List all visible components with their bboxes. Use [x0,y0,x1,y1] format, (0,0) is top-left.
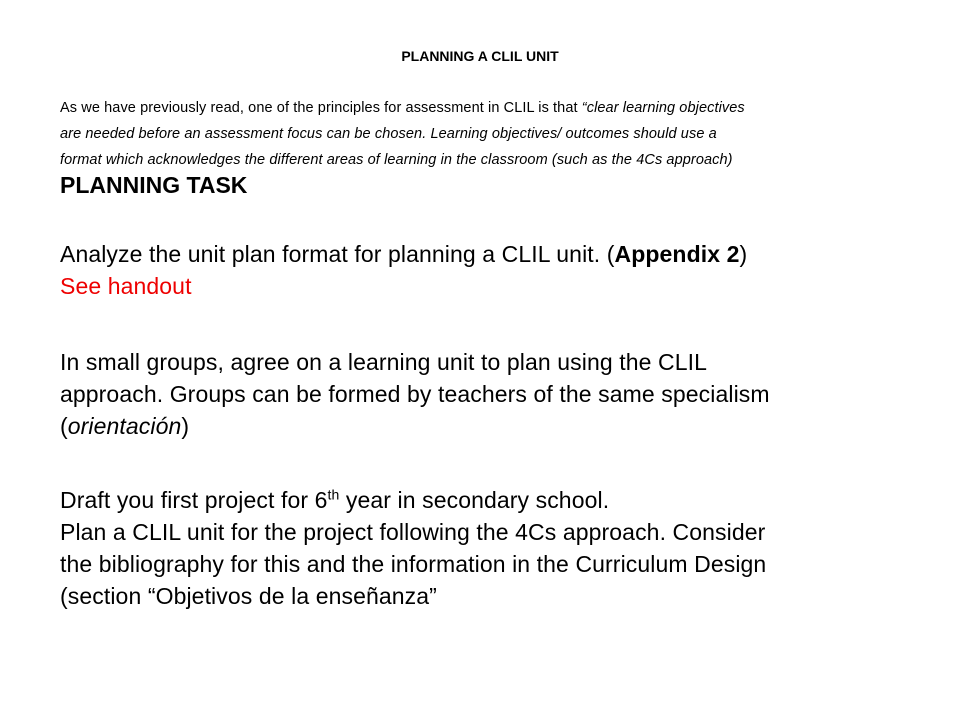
plan-line-2: the bibliography for this and the information in the Curriculum Design [60,551,767,577]
draft-superscript: th [327,486,340,503]
draft-text: Draft you first project for 6 [60,487,328,513]
analyze-close-paren: ) [739,241,748,267]
intro-plain-text: As we have previously read, one of the principles for assessment in CLIL is that [60,100,582,116]
appendix-reference: Appendix 2 [614,241,740,267]
intro-line-3: format which acknowledges the different areas of learning in the classroom (such as the 4Cs approach) [60,152,733,168]
plan-line-1: Plan a CLIL unit for the project following the 4Cs approach. Consider [60,519,766,545]
analyze-text: Analyze the unit plan format for planning a CLIL unit. ( [60,241,615,267]
draft-paragraph [60,484,920,612]
draft-text-end: year in secondary school. [339,487,610,513]
plan-line-3: (section “Objetivos de la enseñanza” [60,583,437,609]
groups-open-paren: ( [60,413,68,439]
see-handout-text: See handout [60,273,192,299]
planning-task-heading: PLANNING TASK [60,172,248,198]
groups-close-paren: ) [181,413,190,439]
groups-line-1: In small groups, agree on a learning unit to plan using the CLIL [60,349,707,375]
intro-line-1 [60,95,920,121]
intro-italic-text: clear learning objectives [586,100,745,116]
groups-line-2: approach. Groups can be formed by teachers of the same specialism [60,381,770,407]
draft-line [60,484,920,516]
analyze-line [60,238,920,270]
intro-quote-mark: “ [581,100,587,116]
groups-line-3 [60,410,920,442]
slide-title: PLANNING A CLIL UNIT [401,48,559,64]
intro-paragraph [60,95,920,173]
orientacion-text: orientación [67,413,182,439]
analyze-paragraph [60,238,920,302]
intro-line-2: are needed before an assessment focus can be chosen. Learning objectives/ outcomes should use a [60,126,717,142]
groups-paragraph [60,346,920,442]
